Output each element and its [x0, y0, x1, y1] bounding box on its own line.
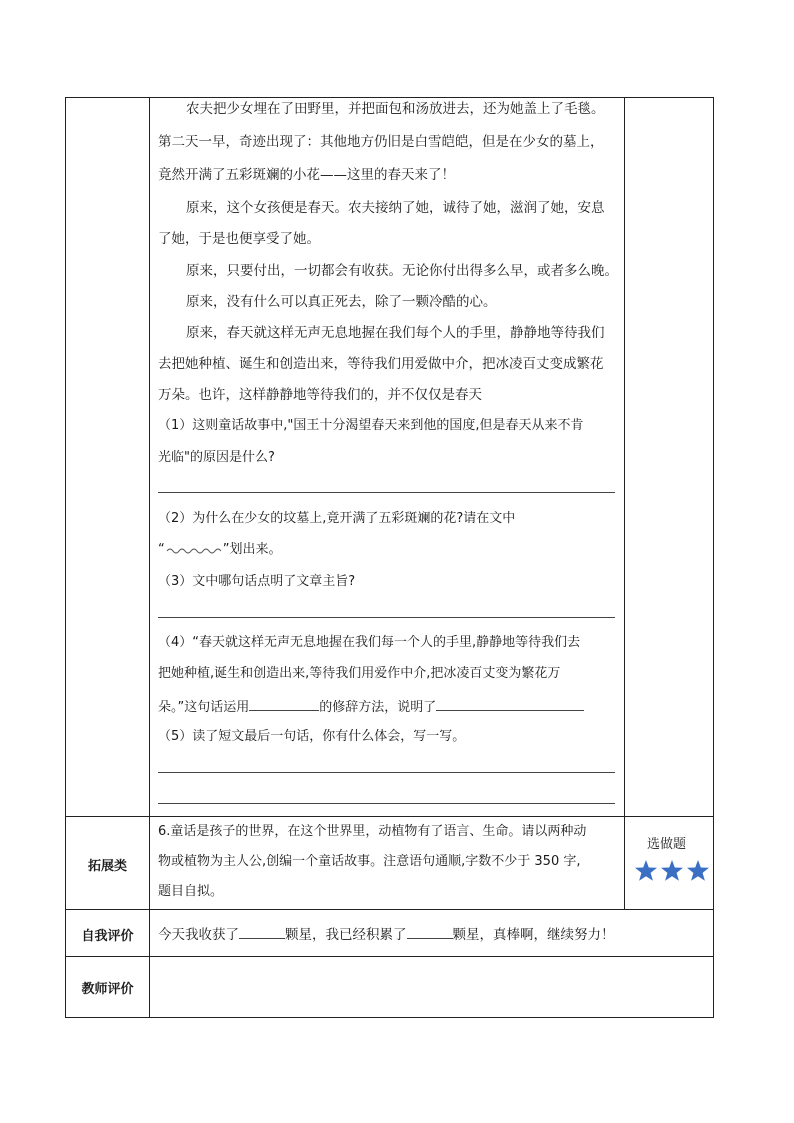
story-p4: 原来，没有什么可以真正死去，除了一颗冷酷的心。: [186, 294, 497, 310]
self-eval-label: 自我评价: [81, 929, 134, 944]
question-4-line2: 把她种植,诞生和创造出来,等待我们用爱作中介,把冰凌百丈变为繁花万: [158, 666, 561, 681]
story-p3: 原来，只要付出，一切都会有收获。无论你付出得多么早，或者多么晚。: [186, 263, 618, 279]
blank-stars-total[interactable]: [407, 924, 453, 939]
table-border-bottom: [65, 1017, 714, 1018]
column-divider-left: [149, 97, 150, 1018]
question-2-close-quote: ”划出来。: [222, 542, 282, 557]
story-p1-line1: 农夫把少女埋在了田野里，并把面包和汤放进去，还为她盖上了毛毯。: [186, 101, 605, 117]
question-3: （3）文中哪句话点明了文章主旨?: [158, 574, 356, 589]
blank-rhetoric-method[interactable]: [249, 696, 319, 711]
self-eval-text-b: 颗星，我已经积累了: [285, 927, 407, 943]
question-2-line2: [158, 541, 282, 559]
question-4-text-b: 的修辞方法，说明了: [319, 700, 437, 715]
story-p5-line1: 原来，春天就这样无声无息地握在我们每个人的手里，静静地等待我们: [186, 325, 605, 341]
optional-task-label: 选做题: [647, 837, 687, 852]
self-eval-text-c: 颗星，真棒啊，继续努力！: [452, 927, 615, 943]
teacher-eval-field[interactable]: [150, 957, 713, 1017]
blank-explanation[interactable]: [436, 696, 584, 711]
star-icon: [635, 860, 657, 881]
self-eval-text: [158, 924, 615, 944]
answer-line-q3[interactable]: [158, 617, 615, 618]
story-p1-line2: 第二天一早，奇迹出现了：其他地方仍旧是白雪皑皑，但是在少女的墓上，: [158, 134, 604, 150]
story-p2-line2: 了她，于是也便享受了她。: [158, 231, 320, 247]
question-2-line1: （2）为什么在少女的坟墓上,竟开满了五彩斑斓的花?请在文中: [158, 511, 516, 526]
star-icon: [687, 860, 709, 881]
question-4-text-a: 朵。”这句话运用: [158, 700, 250, 715]
teacher-eval-label: 教师评价: [81, 982, 134, 997]
answer-line-q5-2[interactable]: [158, 803, 615, 804]
table-border-right: [713, 97, 714, 1018]
self-eval-text-a: 今天我收获了: [158, 927, 239, 943]
question-2-open-quote: “: [158, 542, 165, 557]
story-p5-line3: 万朵。也许，这样静静地等待我们的，并不仅仅是春天: [158, 387, 482, 403]
question-4-line3: [158, 696, 584, 717]
story-p1-line3: 竟然开满了五彩斑斓的小花——这里的春天来了！: [158, 167, 455, 183]
question-1-line1: （1）这则童话故事中,"国王十分渴望春天来到他的国度,但是春天从来不肯: [158, 418, 584, 433]
answer-line-q1[interactable]: [158, 492, 615, 493]
extension-text-line3: 题目自拟。: [158, 884, 224, 899]
star-icon: [661, 860, 683, 881]
extension-label: 拓展类: [87, 859, 127, 874]
question-1-line2: 光临"的原因是什么?: [158, 450, 275, 465]
row-divider-2: [65, 909, 714, 910]
row-divider-1: [65, 816, 714, 817]
extension-text-line2: 物或植物为主人公,创编一个童话故事。注意语句通顺,字数不少于 350 字,: [158, 854, 581, 869]
difficulty-stars: [634, 858, 710, 886]
table-border-top: [65, 97, 714, 98]
wavy-underline-mark: [165, 545, 223, 555]
blank-stars-earned[interactable]: [239, 924, 285, 939]
answer-line-q5-1[interactable]: [158, 772, 615, 773]
table-border-left: [65, 97, 66, 1018]
column-divider-right: [624, 97, 625, 909]
extension-text-line1: 6.童话是孩子的世界，在这个世界里，动植物有了语言、生命。请以两种动: [158, 824, 587, 839]
question-5: （5）读了短文最后一句话，你有什么体会，写一写。: [158, 729, 466, 744]
question-4-line1: （4）“春天就这样无声无息地握在我们每一个人的手里,静静地等待我们去: [158, 635, 581, 650]
story-p5-line2: 去把她种植、诞生和创造出来，等待我们用爱做中介，把冰凌百丈变成繁花: [158, 356, 604, 372]
story-p2-line1: 原来，这个女孩便是春天。农夫接纳了她，诚待了她，滋润了她，安息: [186, 200, 605, 216]
